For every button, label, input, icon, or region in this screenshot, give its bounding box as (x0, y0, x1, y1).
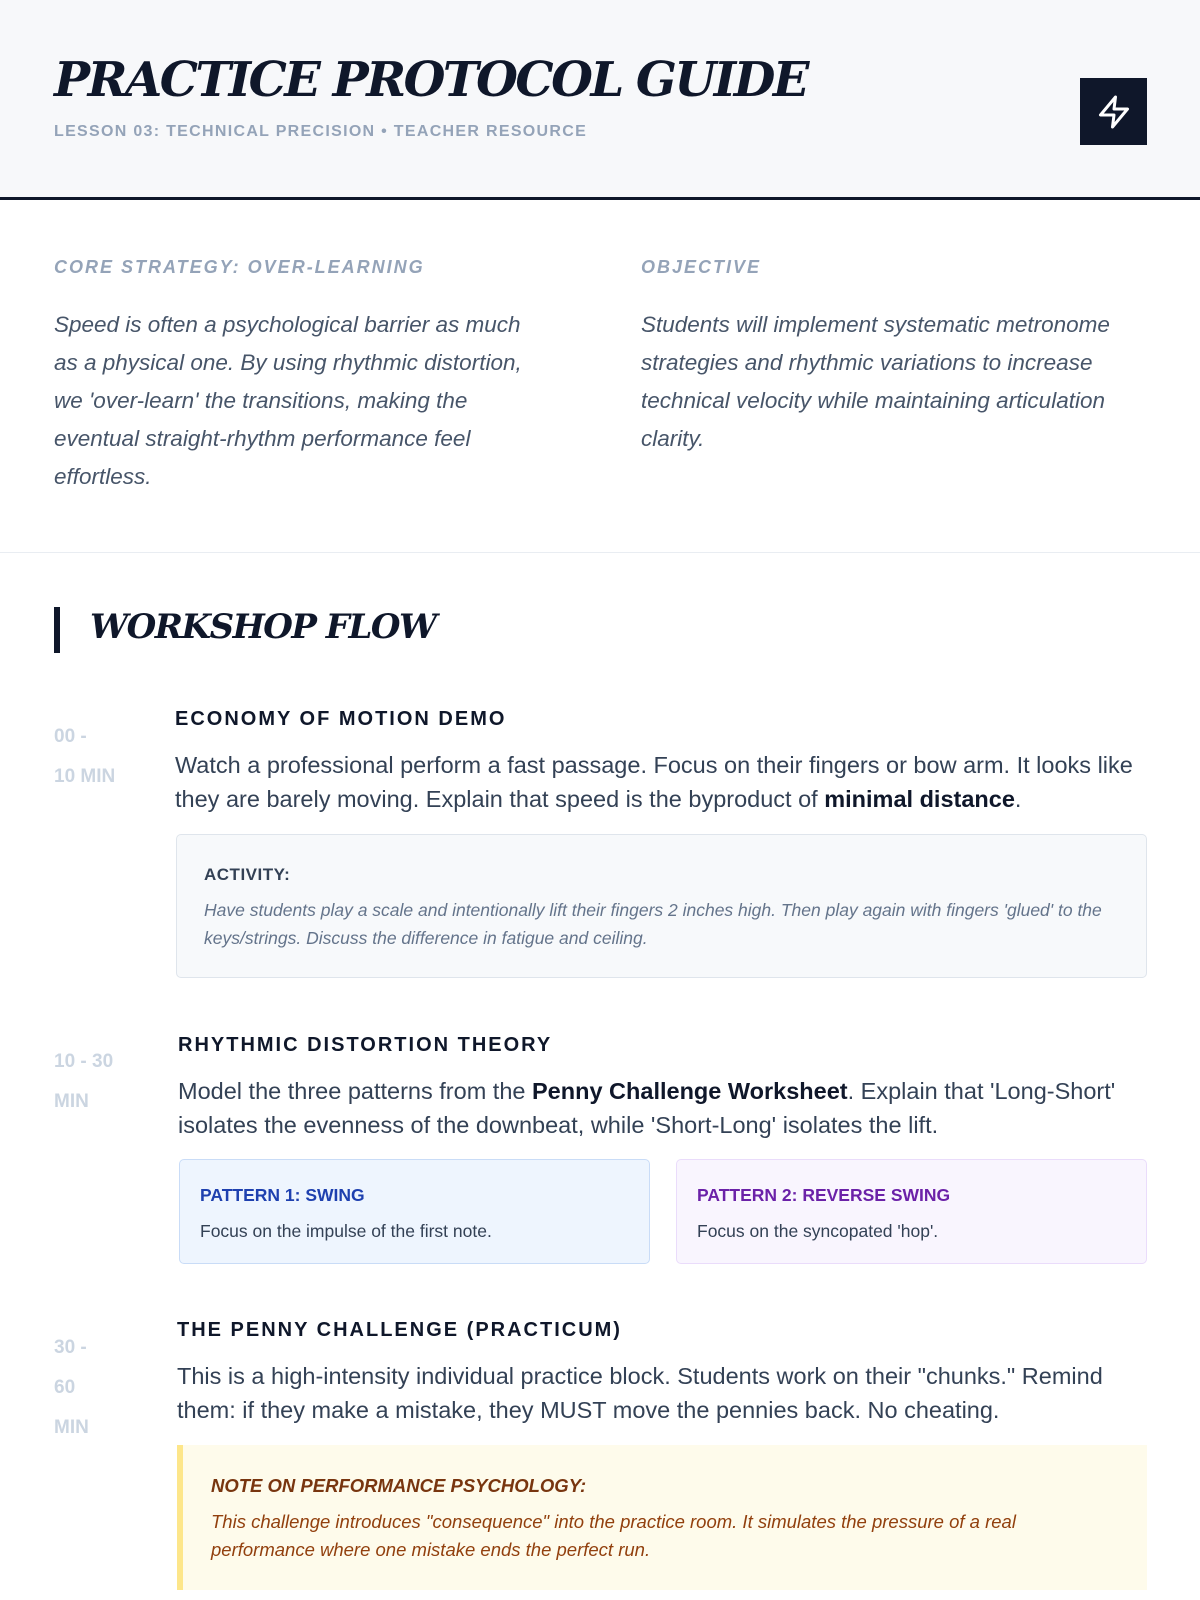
section-divider (0, 552, 1200, 553)
pattern-text: Focus on the impulse of the first note. (200, 1221, 492, 1241)
core-strategy-label: CORE STRATEGY: OVER-LEARNING (54, 257, 425, 277)
objective-label: OBJECTIVE (641, 257, 762, 277)
pattern-label: PATTERN 1: SWING (200, 1185, 365, 1205)
page-header (0, 0, 1200, 200)
activity-label: ACTIVITY: (204, 865, 291, 884)
activity-text: Have students play a scale and intentionally lift their fingers 2 inches high. Then play again with fingers 'glued' to the keys/strings. Discuss the difference in fatigue and ceiling. (204, 900, 1102, 948)
note-label: NOTE ON PERFORMANCE PSYCHOLOGY: (211, 1475, 587, 1496)
time-range-1: 00 - 10 MIN (54, 726, 116, 787)
time-range-3: 30 - 60 MIN (54, 1337, 89, 1438)
block-title-1: ECONOMY OF MOTION DEMO (175, 708, 507, 730)
block-text-2: Model the three patterns from the Penny Challenge Worksheet. Explain that 'Long-Short' isolates the evenness of the downbeat, while 'Short-Long' isolates the lift. (178, 1078, 1116, 1138)
pattern-card-reverse-swing (676, 1159, 1147, 1264)
workshop-flow-title: WORKSHOP FLOW (90, 607, 436, 647)
lightning-bolt-icon (1080, 78, 1147, 145)
block-title-2: RHYTHMIC DISTORTION THEORY (178, 1034, 553, 1056)
page-subtitle: LESSON 03: TECHNICAL PRECISION • TEACHER RESOURCE (54, 123, 588, 140)
page-title: PRACTICE PROTOCOL GUIDE (54, 52, 807, 108)
activity-box (176, 834, 1147, 978)
performance-note-box (177, 1445, 1147, 1590)
note-text: This challenge introduces "consequence" into the practice room. It simulates the pressure of a real performance where one mistake ends the perfect run. (211, 1511, 1016, 1560)
block-text-1: Watch a professional perform a fast passage. Focus on their fingers or bow arm. It looks like they are barely moving. Explain that speed is the byproduct of minimal distance. (175, 752, 1133, 812)
time-range-2: 10 - 30 MIN (54, 1051, 114, 1112)
section-accent-bar (54, 607, 60, 653)
core-strategy-text: Speed is often a psychological barrier as much as a physical one. By using rhythmic distortion, we 'over-learn' the transitions, making the eventual straight-rhythm performance feel effortless. (54, 312, 522, 489)
objective-text: Students will implement systematic metronome strategies and rhythmic variations to increase technical velocity while maintaining articulation clarity. (641, 312, 1110, 451)
block-title-3: THE PENNY CHALLENGE (PRACTICUM) (177, 1319, 622, 1341)
pattern-label: PATTERN 2: REVERSE SWING (697, 1185, 951, 1205)
block-text-3: This is a high-intensity individual practice block. Students work on their "chunks." Remind them: if they make a mistake, they MUST move the pennies back. No cheating. (177, 1363, 1103, 1423)
pattern-text: Focus on the syncopated 'hop'. (697, 1221, 939, 1241)
pattern-card-swing (179, 1159, 650, 1264)
